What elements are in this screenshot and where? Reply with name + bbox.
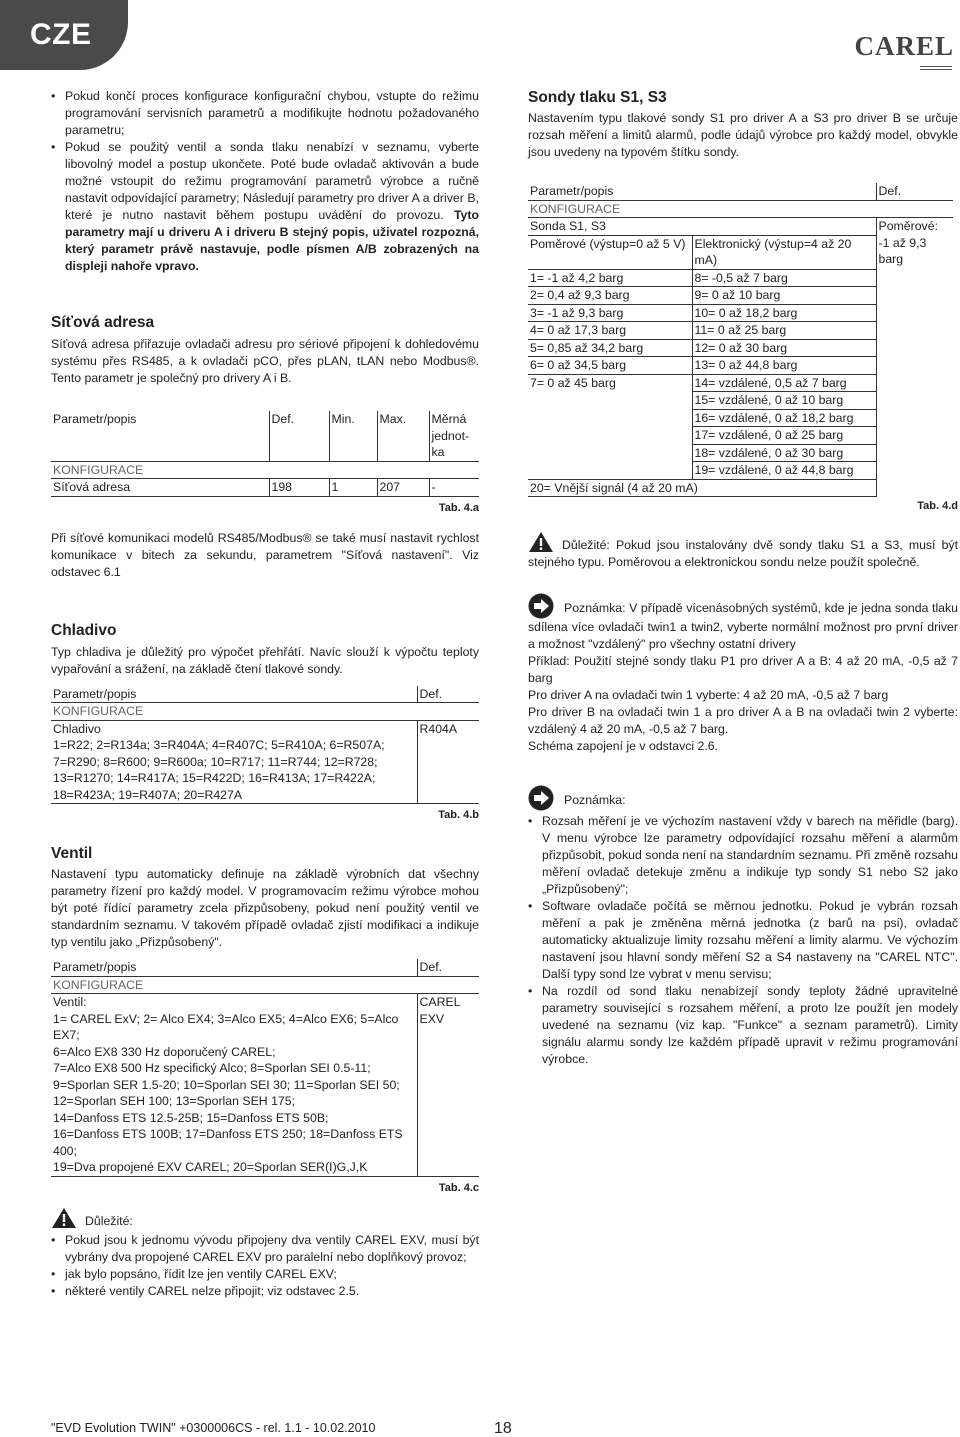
note-block-1 — [528, 593, 958, 755]
warning-icon — [51, 1207, 77, 1229]
table-header: Parametr/popis — [51, 411, 269, 461]
probe-option: 5= 0,85 až 34,2 barg — [528, 339, 692, 357]
section-title-refrigerant: Chladivo — [51, 621, 117, 639]
table-caption: Tab. 4.d — [917, 500, 958, 512]
probe-option: 10= 0 až 18,2 barg — [692, 304, 876, 322]
section-title-valve: Ventil — [51, 845, 93, 862]
electronic-header: Elektronický (výstup=4 až 20 mA) — [692, 235, 876, 269]
option-line: 16=Danfoss ETS 100B; 17=Danfoss ETS 250; 18=Danfoss ETS 400; — [53, 1127, 403, 1158]
valve-options-cell — [51, 994, 417, 1177]
valve-table — [51, 959, 479, 1177]
option-line: 13=R1270; 14=R417A; 15=R422D; 16=R413A; 17=R422A; — [53, 771, 376, 785]
important-bullet: • některé ventily CAREL nelze připojit; viz odstavec 2.5. — [51, 1283, 479, 1300]
note-label: Poznámka: — [564, 793, 626, 807]
table-header: Def. — [269, 411, 329, 461]
important-bullet: • Pokud jsou k jednomu vývodu připojeny dva ventily CAREL EXV, musí být vybrány dva propojené CAREL EXV pro paralelní nebo doplňkový provoz; — [51, 1232, 479, 1266]
note-bullet: • Rozsah měření je ve výchozím nastavení vždy v barech na měřidle (barg). V menu výrobce lze parametry odpovídající rozsahu měření a alarmům přizpůsobit, pokud sonda není na standardním seznamu. Při změně rozsahu měření ovladač detekuje změnu a indikuje typ sondy S1 nebo S2 jako „Přizpůsobený"; — [528, 813, 958, 898]
refrigerant-options-cell — [51, 720, 417, 804]
option-line: 1=R22; 2=R134a; 3=R404A; 4=R407C; 5=R410A; 6=R507A; — [53, 738, 385, 752]
table-header: Def. — [417, 959, 479, 976]
option-line: 12=Sporlan SEH 100; 13=Sporlan SEH 175; — [53, 1094, 296, 1108]
note-line: Pro driver A na ovladači twin 1 vyberte: 4 až 20 mA, -0,5 až 7 barg — [528, 688, 889, 702]
parameter-name: Ventil: — [53, 995, 87, 1009]
probe-option: 20= Vnější signál (4 až 20 mA) — [528, 479, 876, 497]
probe-option: 12= 0 až 30 barg — [692, 339, 876, 357]
table-header: Měrná jednot-ka — [429, 411, 479, 461]
refrigerant-text: Typ chladiva je důležitý pro výpočet přehřátí. Navíc slouží k výpočtu teploty vypařování a srážení, na základě čtení tlakové sondy. — [51, 644, 479, 676]
table-cell: 1 — [329, 479, 377, 497]
option-line: 19=Dva propojené EXV CAREL; 20=Sporlan SER(I)G,J,K — [53, 1160, 368, 1174]
pressure-probe-table — [528, 183, 953, 497]
right-column — [528, 88, 958, 1068]
table-config-row: KONFIGURACE — [51, 461, 479, 479]
option-line: 9=Sporlan SER 1.5-20; 10=Sporlan SEI 30; 11=Sporlan SEI 50; — [53, 1077, 400, 1092]
left-column — [51, 88, 479, 1300]
probe-option: 2= 0,4 až 9,3 barg — [528, 287, 692, 305]
note-1-first-line — [528, 593, 958, 653]
warning-icon — [528, 531, 554, 553]
note-bullet: • Na rozdíl od sond tlaku nenabízejí sondy teploty žádné upravitelné parametry související s rozsahem měření, a proto lze použít jen modely uvedené na seznamu (viz kap. "Funkce" a seznam parametrů). Limity signálu alarmu sondy lze každém případě upravit v režimu programování výrobce. — [528, 983, 958, 1068]
table-caption: Tab. 4.a — [438, 501, 479, 514]
probe-option: 19= vzdálené, 0 až 44,8 barg — [692, 462, 876, 480]
footer-document-id: "EVD Evolution TWIN" +0300006CS - rel. 1.1 - 10.02.2010 — [51, 1421, 376, 1435]
intro-bullets — [51, 88, 479, 275]
probe-option: 14= vzdálené, 0,5 až 7 barg — [692, 374, 876, 392]
intro-bullet-2-text: Pokud se použitý ventil a sonda tlaku nenabízí v seznamu, vyberte libovolný model a postup ukončete. Poté bude ovladač aktivován a bude možné vstoupit do režimu programování parametrů výrobce a ručně nastavit odpovídající parametry; Následují parametry pro driver A a driver B, které je nutno nastavit během postupu uvádění do provozu. — [65, 140, 479, 222]
table-config-row: KONFIGURACE — [528, 200, 953, 218]
intro-bold-text: Tyto parametry mají u driveru A i driveru B stejný popis, uživatel rozpozná, který parametr právě nastavuje, podle písmen A/B zobrazených na displeji nahoře vpravo. — [65, 208, 479, 273]
table-header: Parametr/popis — [528, 183, 876, 200]
note-block-2 — [528, 785, 958, 1068]
table-config-row: KONFIGURACE — [51, 976, 479, 994]
language-tab — [0, 0, 128, 70]
option-line: 14=Danfoss ETS 12.5-25B; 15=Danfoss ETS 50B; — [53, 1110, 329, 1125]
note-line: V případě vícenásobných systémů, kde je jedna sonda tlaku sdílena více ovladači twin1 a twin2, vyberte normální možnost pro první driver a možnost "vzdálený" pro všechny ostatní drivery — [528, 601, 959, 651]
table-header: Max. — [377, 411, 429, 461]
important-text: Pokud jsou instalovány dvě sondy tlaku S1 a S3, musí být stejného typu. Poměrovou a elektronickou sondu nelze použít společně. — [528, 538, 958, 569]
option-line: 7=R290; 8=R600; 9=R600a; 10=R717; 11=R744; 12=R728; — [53, 754, 378, 769]
table-header: Parametr/popis — [51, 686, 417, 703]
probe-option: 1= -1 až 4,2 barg — [528, 269, 692, 287]
arrow-right-circle-icon — [528, 593, 554, 619]
table-header: Min. — [329, 411, 377, 461]
probe-option: 15= vzdálené, 0 až 10 barg — [692, 392, 876, 410]
brand-logo: CAREL — [854, 31, 954, 61]
page-number: 18 — [494, 1420, 512, 1437]
note-label: Poznámka: — [564, 601, 626, 615]
table-cell: - — [429, 479, 479, 497]
probe-option: 4= 0 až 17,3 barg — [528, 322, 692, 340]
note-2-bullets — [528, 813, 958, 1068]
default-value: CAREL — [419, 995, 461, 1009]
note-2-heading — [528, 785, 958, 811]
option-line: 7=Alco EX8 500 Hz specifický Alco; 8=Sporlan SEI 0.5-11; — [53, 1061, 371, 1075]
table-cell: 198 — [269, 479, 329, 497]
default-value: EXV — [419, 1011, 445, 1026]
probe-option: 18= vzdálené, 0 až 30 barg — [692, 444, 876, 462]
probe-option: 9= 0 až 10 barg — [692, 287, 876, 305]
probe-option: 13= 0 až 44,8 barg — [692, 357, 876, 375]
note-line: Příklad: Použití stejné sondy tlaku P1 pro driver A a B: 4 až 20 mA, -0,5 až 7 barg — [528, 654, 958, 685]
important-note — [528, 531, 958, 571]
section-title-network-address: Síťová adresa — [51, 314, 155, 331]
probe-option: 17= vzdálené, 0 až 25 barg — [692, 427, 876, 445]
intro-bullet-1: • Pokud končí proces konfigurace konfigurační chybou, vstupte do režimu programování servisních parametrů a modifikujte hodnotu požadovaného parametru; — [51, 88, 479, 139]
important-bullets — [51, 1232, 479, 1300]
note-line: Schéma zapojení je v odstavci 2.6. — [528, 739, 719, 753]
probe-option: 16= vzdálené, 0 až 18,2 barg — [692, 409, 876, 427]
important-bullet: • jak bylo popsáno, řídit lze jen ventily CAREL EXV; — [51, 1266, 479, 1283]
option-line: 18=R423A; 19=R407A; 20=R427A — [53, 787, 243, 802]
network-address-table — [51, 411, 479, 497]
probe-option: 8= -0,5 až 7 barg — [692, 269, 876, 287]
note-bullet: • Software ovladače počítá se měrnou jednotku. Pokud je vybrán rozsah měření a pak je změněna měrná jednotka (z barů na psi), ovladač automaticky aktualizuje limity rozsahu měření a limity alarmu. Ve výchozím nastavení jsou hlavní sondy měření S2 a S4 nastaveny na "CAREL NTC". Další typy sond lze vybrat v menu servisu; — [528, 898, 958, 983]
parameter-name: Chladivo — [53, 721, 101, 736]
valve-text: Nastavení typu automaticky definuje na základě výrobních dat všechny parametry řízení pro každý model. V programovacím režimu výrobce mohou být poté řídící parametry zcela přizpůsobeny, pokud není použitý ventil ve standardním seznamu. V takovém případě ovladač zjistí modifikaci a indikuje typ ventilu jako „Přizpůsobený". — [51, 867, 479, 949]
note-line: Pro driver B na ovladači twin 1 a pro driver A a B na ovladači twin 2 vyberte: vzdálený 4 až 20 mA, -0,5 až 7 barg. — [528, 705, 958, 736]
arrow-right-circle-icon — [528, 785, 554, 811]
table-config-row: KONFIGURACE — [51, 703, 479, 721]
probe-option: 7= 0 až 45 barg — [530, 375, 616, 390]
important-label: Důležité: — [562, 538, 610, 552]
table-header: Def. — [417, 686, 479, 703]
table-cell: 207 — [377, 479, 429, 497]
probe-option: 6= 0 až 34,5 barg — [528, 357, 692, 375]
network-note-text: Při síťové komunikaci modelů RS485/Modbus® se také musí nastavit rychlost komunikace v bitech za sekundu, parametrem "Síťová nastavení". Viz odstavec 6.1 — [51, 530, 479, 579]
intro-bullet-2 — [51, 139, 479, 275]
default-value: R404A — [417, 720, 479, 804]
refrigerant-table — [51, 686, 479, 805]
default-value-cell — [417, 994, 479, 1177]
probe-option: 3= -1 až 9,3 barg — [528, 304, 692, 322]
network-address-text: Síťová adresa přiřazuje ovladači adresu pro sériové připojení k dohledovému systému přes RS485, a k ovladači pCO, přes pLAN, tLAN nebo Modbus®. Tento parametr je společný pro drivery A i B. — [51, 337, 479, 385]
table-cell: Síťová adresa — [51, 479, 269, 497]
option-line: 1= CAREL ExV; 2= Alco EX4; 3=Alco EX5; 4=Alco EX6; 5=Alco EX7; — [53, 1011, 399, 1042]
important-label: Důležité: — [85, 1213, 133, 1228]
pressure-probes-text: Nastavením typu tlakové sondy S1 pro driver A a S3 pro driver B se určuje rozsah měření a limitů alarmů, podle údajů výrobce pro každý model, obvykle jsou uvedeny na typovém štítku sondy. — [528, 111, 958, 159]
default-value: Poměrové: -1 až 9,3 barg — [876, 218, 953, 497]
language-label: CZE — [30, 18, 92, 51]
table-caption: Tab. 4.b — [438, 809, 479, 821]
table-header: Parametr/popis — [51, 959, 417, 976]
option-line: 6=Alco EX8 330 Hz doporučený CAREL; — [53, 1044, 276, 1059]
important-heading — [51, 1207, 479, 1230]
table-caption: Tab. 4.c — [438, 1181, 479, 1194]
logo-decoration — [920, 66, 952, 70]
section-title-pressure-probes: Sondy tlaku S1, S3 — [528, 89, 667, 106]
parameter-name: Sonda S1, S3 — [528, 218, 876, 236]
ratiometric-header: Poměrové (výstup=0 až 5 V) — [528, 235, 692, 269]
table-header: Def. — [876, 183, 953, 200]
probe-option: 11= 0 až 25 barg — [692, 322, 876, 340]
